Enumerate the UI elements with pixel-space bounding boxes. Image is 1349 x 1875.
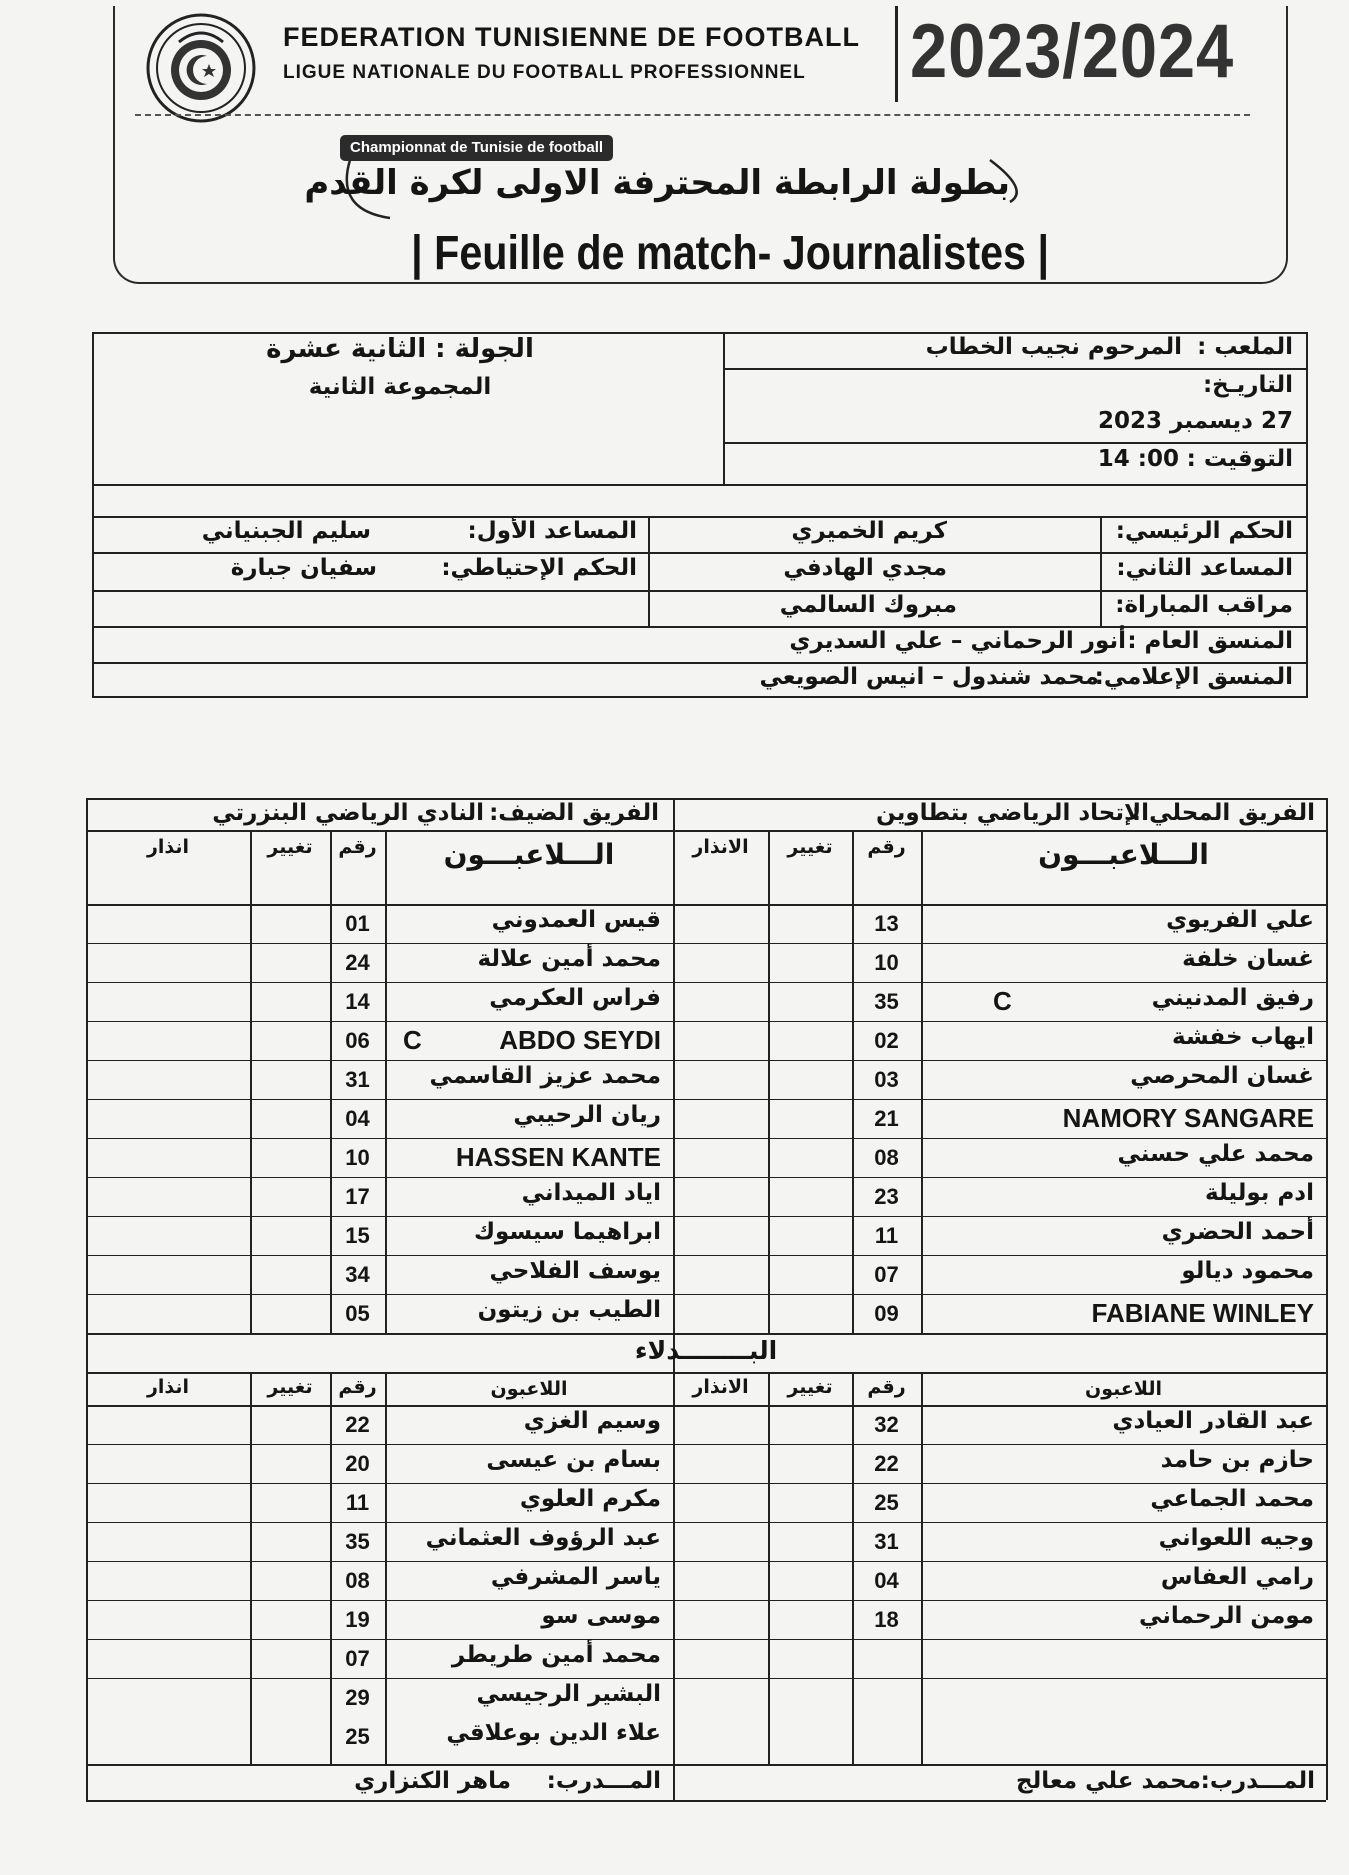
grid-line [385, 830, 387, 1333]
away-player-name: محمد أمين طريطر [451, 1642, 661, 1668]
group-label: المجموعة الثانية [308, 374, 492, 400]
grid-line [86, 1678, 1326, 1679]
grid-line [86, 1483, 1326, 1484]
championship-title-ar: بطولة الرابطة المحترفة الاولى لكرة القدم [304, 163, 1010, 203]
time-label: التوقيت : [1186, 446, 1293, 472]
home-player-name: حازم بن حامد [1160, 1447, 1314, 1473]
grid-line [86, 1216, 1326, 1217]
home-player-number: 25 [874, 1490, 899, 1515]
home-player-number: 23 [874, 1184, 899, 1209]
away-player-number: 10 [345, 1145, 370, 1170]
away-captain-mark: C [403, 1025, 422, 1055]
away-player-name: بسام بن عيسى [486, 1447, 661, 1473]
home-player-name: رامي العفاس [1160, 1564, 1314, 1590]
away-player-number: 20 [345, 1451, 370, 1476]
home-subs-sub-header: تغيير [787, 1376, 833, 1398]
grid-line [86, 1561, 1326, 1562]
date-value: 27 ديسمبر 2023 [1097, 408, 1293, 434]
grid-line [86, 1060, 1326, 1061]
home-player-name: عبد القادر العيادي [1112, 1408, 1314, 1434]
home-player-number: 04 [874, 1568, 899, 1593]
date-label: التاريـخ: [1202, 372, 1293, 398]
away-player-name: البشير الرجيسي [476, 1681, 661, 1707]
grid-line [86, 830, 1326, 832]
home-player-name: ايهاب خفشة [1172, 1024, 1314, 1050]
away-player-number: 24 [345, 950, 370, 975]
assistant1-value: سليم الجبنياني [201, 518, 371, 544]
grid-line [86, 1800, 1326, 1802]
coordinator-label: المنسق العام : [1127, 628, 1293, 654]
home-player-name: محمود ديالو [1181, 1258, 1314, 1284]
away-player-name: HASSEN KANTE [455, 1142, 661, 1172]
away-warning-header: انذار [146, 836, 190, 858]
media-coordinator-value: محمد شندول – انيس الصويعي [759, 664, 1099, 690]
home-coach-name: محمد علي معالج [1016, 1768, 1201, 1794]
home-player-number: 13 [874, 911, 899, 936]
grid-line [86, 982, 1326, 983]
away-player-number: 08 [345, 1568, 370, 1593]
assistant2-label: المساعد الثاني: [1116, 555, 1293, 581]
home-player-number: 35 [874, 989, 899, 1014]
grid-line [250, 830, 252, 1333]
away-player-name: فراس العكرمي [489, 985, 661, 1011]
referee-value: كريم الخميري [791, 518, 947, 544]
away-player-number: 31 [345, 1067, 370, 1092]
grid-line [86, 1405, 1326, 1407]
home-player-number: 07 [874, 1262, 899, 1287]
home-player-name: وجيه اللعواني [1158, 1525, 1314, 1551]
grid-line [86, 1294, 1326, 1295]
away-player-name: علاء الدين بوعلاقي [446, 1720, 661, 1746]
assistant2-value: مجدي الهادفي [783, 555, 947, 581]
home-players-header: الـــلاعبـــون [1038, 838, 1209, 871]
grid-line [1326, 798, 1328, 1800]
home-player-name: FABIANE WINLEY [1091, 1298, 1314, 1328]
away-player-name: الطيب بن زيتون [477, 1297, 661, 1323]
away-players-header: الـــلاعبـــون [443, 838, 615, 871]
sheet-title: | Feuille de match- Journalistes | [411, 227, 1050, 280]
home-player-number: 18 [874, 1607, 899, 1632]
home-player-number: 03 [874, 1067, 899, 1092]
away-coach-label: المـــدرب: [546, 1768, 661, 1794]
away-player-number: 04 [345, 1106, 370, 1131]
home-subs-players-header: اللاعبون [1085, 1378, 1162, 1400]
away-player-number: 34 [345, 1262, 370, 1287]
away-subs-warning-header: انذار [146, 1376, 190, 1398]
grid-line [921, 830, 923, 1333]
grid-line [86, 1177, 1326, 1178]
home-subs-warning-header: الانذار [692, 1376, 749, 1398]
home-sub-header: تغيير [787, 836, 833, 858]
away-coach-name: ماهر الكنزاري [354, 1768, 511, 1794]
away-player-number: 14 [345, 989, 370, 1014]
grid-line [250, 1372, 252, 1764]
observer-label: مراقب المباراة: [1115, 592, 1293, 618]
away-player-name: عبد الرؤوف العثماني [425, 1525, 661, 1551]
stadium-label: الملعب : [1197, 334, 1293, 360]
away-player-name: ياسر المشرفي [490, 1564, 661, 1590]
away-player-number: 11 [345, 1490, 370, 1515]
subs-title: البــــــــدلاء [634, 1336, 778, 1365]
home-player-name: محمد علي حسني [1117, 1141, 1314, 1167]
away-player-name: مكرم العلوي [519, 1486, 661, 1512]
grid-line [86, 1600, 1326, 1601]
grid-line [86, 1021, 1326, 1022]
away-player-name: وسيم الغزي [523, 1408, 661, 1434]
grid-line [768, 830, 770, 1333]
observer-value: مبروك السالمي [779, 592, 957, 618]
away-player-name: محمد أمين علالة [477, 946, 661, 972]
grid-line [921, 1372, 923, 1764]
home-player-name: أحمد الحضري [1161, 1219, 1314, 1245]
federation-name: FEDERATION TUNISIENNE DE FOOTBALL [283, 22, 860, 52]
away-player-number: 06 [345, 1028, 370, 1053]
home-player-name: محمد الجماعي [1150, 1486, 1314, 1512]
home-captain-mark: C [993, 986, 1012, 1016]
championship-badge: Championnat de Tunisie de football [340, 135, 613, 161]
away-player-number: 07 [345, 1646, 370, 1671]
reserve-value: سفيان جبارة [230, 555, 377, 581]
away-subs-sub-header: تغيير [267, 1376, 313, 1398]
away-player-name: يوسف الفلاحي [489, 1258, 661, 1284]
away-number-header: رقم [338, 836, 377, 858]
away-player-number: 35 [345, 1529, 370, 1554]
away-player-name: محمد عزيز القاسمي [429, 1063, 661, 1089]
home-player-number: 21 [874, 1106, 899, 1131]
away-sub-header: تغيير [267, 836, 313, 858]
home-player-name: غسان المحرصي [1130, 1063, 1314, 1089]
home-coach-label: المـــدرب: [1200, 1768, 1315, 1794]
stadium-value: المرحوم نجيب الخطاب [925, 334, 1182, 360]
home-player-number: 10 [874, 950, 899, 975]
away-player-name: ABDO SEYDI [499, 1025, 661, 1055]
grid-line [86, 1372, 1326, 1374]
home-team-label: الفريق المحلي : [1131, 800, 1315, 826]
home-warning-header: الانذار [692, 836, 749, 858]
away-team-name: النادي الرياضي البنزرتي [212, 800, 484, 826]
time-value: 14 :00 [1097, 446, 1179, 472]
away-team-label: الفريق الضيف: [489, 800, 659, 826]
grid-line [86, 904, 1326, 906]
media-coordinator-label: المنسق الإعلامي: [1094, 664, 1293, 690]
grid-line [768, 1372, 770, 1764]
away-subs-players-header: اللاعبون [490, 1378, 568, 1400]
away-player-name: اياد الميداني [521, 1180, 661, 1206]
grid-line [86, 1333, 1326, 1335]
grid-line [86, 798, 88, 1800]
away-player-name: ريان الرحيبي [513, 1102, 661, 1128]
away-player-number: 22 [345, 1412, 370, 1437]
home-player-number: 02 [874, 1028, 899, 1053]
referee-label: الحكم الرئيسي: [1115, 518, 1293, 544]
home-player-name: علي الفريوي [1166, 907, 1314, 933]
away-player-number: 19 [345, 1607, 370, 1632]
away-player-number: 25 [345, 1724, 370, 1749]
home-player-name: رفيق المدنيني [1151, 985, 1314, 1011]
home-player-number: 09 [874, 1301, 899, 1326]
grid-line [86, 1764, 1326, 1766]
grid-line [86, 1639, 1326, 1640]
home-subs-number-header: رقم [867, 1376, 906, 1398]
league-name: LIGUE NATIONALE DU FOOTBALL PROFESSIONNEL [283, 62, 806, 83]
away-player-number: 15 [345, 1223, 370, 1248]
grid-line [385, 1372, 387, 1764]
home-player-number: 08 [874, 1145, 899, 1170]
home-number-header: رقم [867, 836, 906, 858]
away-player-name: قيس العمدوني [491, 907, 661, 933]
home-player-number: 32 [874, 1412, 899, 1437]
away-player-name: ابراهيما سيسوك [473, 1219, 661, 1245]
grid-line [86, 1138, 1326, 1139]
home-player-number: 31 [874, 1529, 899, 1554]
grid-line [86, 1099, 1326, 1100]
reserve-label: الحكم الإحتياطي: [441, 555, 637, 581]
assistant1-label: المساعد الأول: [467, 518, 637, 544]
grid-line [86, 1522, 1326, 1523]
grid-line [86, 943, 1326, 944]
round-label: الجولة : الثانية عشرة [266, 334, 534, 364]
home-player-number: 22 [874, 1451, 899, 1476]
home-player-name: ادم بوليلة [1205, 1180, 1314, 1206]
away-player-number: 29 [345, 1685, 370, 1710]
season: 2023/2024 [910, 9, 1235, 94]
home-player-number: 11 [874, 1223, 899, 1248]
away-player-name: موسى سو [541, 1603, 661, 1629]
grid-line [673, 798, 675, 1800]
away-player-number: 05 [345, 1301, 370, 1326]
coordinator-value: أنور الرحماني – علي السديري [789, 628, 1126, 654]
grid-line [86, 1255, 1326, 1256]
home-player-name: مومن الرحماني [1139, 1603, 1314, 1629]
away-subs-number-header: رقم [338, 1376, 377, 1398]
home-team-name: الإتحاد الرياضي بتطاوين [876, 800, 1149, 826]
home-player-name: NAMORY SANGARE [1062, 1103, 1314, 1133]
away-player-number: 01 [345, 911, 370, 936]
away-player-number: 17 [345, 1184, 370, 1209]
grid-line [86, 1444, 1326, 1445]
home-player-name: غسان خلفة [1182, 946, 1314, 972]
